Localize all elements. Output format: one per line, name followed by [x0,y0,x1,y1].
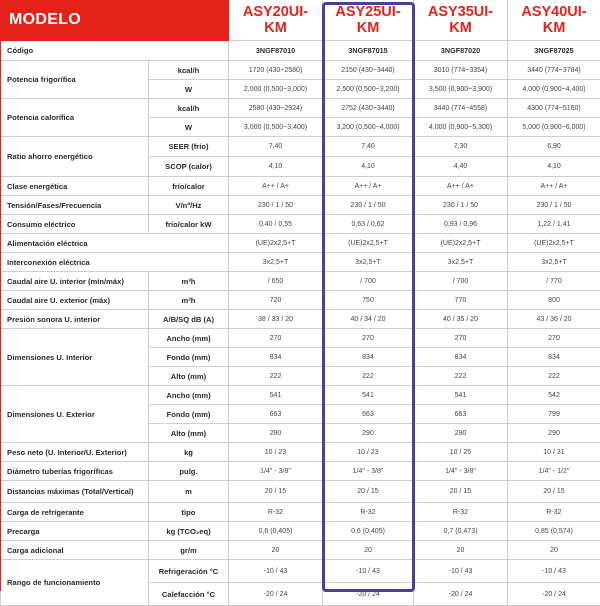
row-label: Distancias máximas (Total/Vertical) [1,481,149,503]
value-cell: 3NGF87010 [229,41,323,61]
value-cell: 222 [414,367,508,386]
value-cell: R-32 [229,503,323,522]
value-cell: 4,40 [414,157,508,177]
row-unit: kcal/h [149,61,229,80]
row-label: Presión sonora U. interior [1,310,149,329]
value-cell: 20 [508,541,600,560]
table-row [1,443,600,462]
value-cell: 0,7 (0,473) [414,522,508,541]
value-cell: 4,10 [323,157,414,177]
value-cell: 663 [414,405,508,424]
value-cell: 2,500 (0,500~3,200) [323,80,414,99]
value-cell: 3010 (774~3354) [414,61,508,80]
value-cell: 3440 (774~3784) [508,61,600,80]
table-row [1,310,600,329]
value-cell: 1,22 / 1,41 [508,215,600,234]
value-cell: 6,90 [508,137,600,157]
row-unit: gr/m [149,541,229,560]
table-row [1,522,600,541]
value-cell: R-32 [414,503,508,522]
table-row [1,329,600,348]
value-cell: / 650 [229,272,323,291]
value-cell: 1/4" - 3/8" [323,462,414,481]
table-header [1,0,600,41]
value-cell: 222 [323,367,414,386]
table-row [1,234,600,253]
model-name-header: ASY20UI- KM [229,0,323,41]
row-label: Interconexión eléctrica [1,253,229,272]
value-cell: 3x2,5+T [229,253,323,272]
row-label: Clase energética [1,177,149,196]
table-row [1,41,600,61]
value-cell: 541 [323,386,414,405]
row-label: Alimentación eléctrica [1,234,229,253]
table-row [1,99,600,118]
value-cell: 3NGF87020 [414,41,508,61]
value-cell: / 770 [508,272,600,291]
value-cell: 1/4" - 3/8" [229,462,323,481]
value-cell: 290 [229,424,323,443]
value-cell: 4,10 [508,157,600,177]
table-row [1,462,600,481]
value-cell: 1/4" - 3/8" [414,462,508,481]
value-cell: 542 [508,386,600,405]
row-label: Caudal aire U. interior (mín/máx) [1,272,149,291]
value-cell: 290 [414,424,508,443]
table-body [1,41,600,606]
value-cell: 38 / 33 / 20 [229,310,323,329]
value-cell: 3NGF87015 [323,41,414,61]
row-unit: tipo [149,503,229,522]
row-label: Peso neto (U. Interior/U. Exterior) [1,443,149,462]
value-cell: 750 [323,291,414,310]
row-label: Potencia frigorífica [1,61,149,99]
value-cell: / 700 [323,272,414,291]
value-cell: 0,63 / 0,62 [323,215,414,234]
row-unit: Ancho (mm) [149,329,229,348]
value-cell: 834 [414,348,508,367]
value-cell: 40 / 35 / 20 [414,310,508,329]
row-label: Dimensiones U. Interior [1,329,149,386]
value-cell: 222 [508,367,600,386]
value-cell: 4,000 (0,900~4,400) [508,80,600,99]
value-cell: 0,85 (0,574) [508,522,600,541]
value-cell: 3NGF87025 [508,41,600,61]
value-cell: 230 / 1 / 50 [414,196,508,215]
value-cell: 4,10 [229,157,323,177]
value-cell: 5,000 (0,900~6,000) [508,118,600,137]
value-cell: 834 [229,348,323,367]
model-name-header: ASY25UI- KM [323,0,414,41]
table-row [1,253,600,272]
value-cell: A++ / A+ [414,177,508,196]
row-label: Código [1,41,229,61]
row-unit: W [149,80,229,99]
value-cell: (UE)2x2,5+T [229,234,323,253]
value-cell: 720 [229,291,323,310]
row-unit: Alto (mm) [149,367,229,386]
value-cell: A++ / A+ [229,177,323,196]
row-label: Diámetro tuberías frigoríficas [1,462,149,481]
value-cell: -20 / 24 [323,583,414,606]
row-unit: pulg. [149,462,229,481]
value-cell: 230 / 1 / 50 [229,196,323,215]
value-cell: 43 / 36 / 20 [508,310,600,329]
row-label: Potencia calorífica [1,99,149,137]
table-row [1,196,600,215]
value-cell: 0,6 (0,405) [323,522,414,541]
value-cell: 2752 (430~3440) [323,99,414,118]
value-cell: 3,000 (0,500~3,400) [229,118,323,137]
row-label: Caudal aire U. exterior (máx) [1,291,149,310]
value-cell: 20 / 15 [229,481,323,503]
value-cell: 3440 (774~4558) [414,99,508,118]
row-label: Carga adicional [1,541,149,560]
value-cell: 7,40 [229,137,323,157]
value-cell: 10 / 23 [323,443,414,462]
value-cell: (UE)2x2,5+T [323,234,414,253]
row-unit: A/B/SQ dB (A) [149,310,229,329]
row-unit: m³h [149,291,229,310]
value-cell: 4300 (774~5160) [508,99,600,118]
value-cell: 230 / 1 / 50 [323,196,414,215]
value-cell: 20 / 15 [323,481,414,503]
row-label: Dimensiones U. Exterior [1,386,149,443]
row-unit: SCOP (calor) [149,157,229,177]
value-cell: 541 [229,386,323,405]
value-cell: A++ / A+ [323,177,414,196]
value-cell: -10 / 43 [229,560,323,583]
value-cell: 834 [508,348,600,367]
value-cell: 0,93 / 0,96 [414,215,508,234]
row-unit: m [149,481,229,503]
value-cell: 663 [229,405,323,424]
value-cell: 3,200 (0,500~4,000) [323,118,414,137]
value-cell: 1720 (430~2580) [229,61,323,80]
model-header-label: MODELO [1,0,229,41]
value-cell: -20 / 24 [414,583,508,606]
row-unit: kg (TCO₂eq) [149,522,229,541]
value-cell: 1/4" - 1/2" [508,462,600,481]
row-label: Rango de funcionamiento [1,560,149,606]
value-cell: 3,500 (0,900~3,900) [414,80,508,99]
table-row [1,541,600,560]
value-cell: / 700 [414,272,508,291]
row-label: Precarga [1,522,149,541]
table-row [1,560,600,583]
row-label: Ratio ahorro energético [1,137,149,177]
row-unit: SEER (frío) [149,137,229,157]
value-cell: 2580 (430~2924) [229,99,323,118]
value-cell: 10 / 25 [414,443,508,462]
value-cell: 4,000 (0,900~5,300) [414,118,508,137]
row-unit: kg [149,443,229,462]
value-cell: 270 [229,329,323,348]
value-cell: 10 / 23 [229,443,323,462]
table-row [1,177,600,196]
value-cell: 7,30 [414,137,508,157]
value-cell: 290 [323,424,414,443]
row-label: Carga de refrigerante [1,503,149,522]
value-cell: 541 [414,386,508,405]
value-cell: 663 [323,405,414,424]
table-row [1,481,600,503]
value-cell: 20 / 15 [508,481,600,503]
value-cell: 0,6 (0,405) [229,522,323,541]
value-cell: 270 [323,329,414,348]
row-unit: Ancho (mm) [149,386,229,405]
value-cell: 7,40 [323,137,414,157]
value-cell: 799 [508,405,600,424]
value-cell: 3x2,5+T [414,253,508,272]
value-cell: 230 / 1 / 50 [508,196,600,215]
row-unit: frío/calor [149,177,229,196]
row-label: Consumo eléctrico [1,215,149,234]
value-cell: 0,40 / 0,55 [229,215,323,234]
row-unit: m³h [149,272,229,291]
row-unit: Fondo (mm) [149,348,229,367]
value-cell: 20 / 15 [414,481,508,503]
value-cell: 40 / 34 / 20 [323,310,414,329]
value-cell: -20 / 24 [229,583,323,606]
model-name-header: ASY40UI- KM [508,0,600,41]
row-unit: V/nº/Hz [149,196,229,215]
row-unit: Refrigeración °C [149,560,229,583]
value-cell: -10 / 43 [323,560,414,583]
value-cell: 2150 (430~3440) [323,61,414,80]
value-cell: 770 [414,291,508,310]
row-unit: W [149,118,229,137]
value-cell: 834 [323,348,414,367]
value-cell: R-32 [508,503,600,522]
table-row [1,215,600,234]
table-row [1,386,600,405]
value-cell: -20 / 24 [508,583,600,606]
table-row [1,137,600,157]
value-cell: 20 [229,541,323,560]
row-unit: frío/calor kW [149,215,229,234]
value-cell: R-32 [323,503,414,522]
table-row [1,61,600,80]
value-cell: (UE)2x2,5+T [508,234,600,253]
value-cell: 3x2,5+T [508,253,600,272]
value-cell: A++ / A+ [508,177,600,196]
table-row [1,503,600,522]
value-cell: -10 / 43 [414,560,508,583]
row-unit: Fondo (mm) [149,405,229,424]
value-cell: 2,000 (0,500~3,000) [229,80,323,99]
value-cell: 270 [508,329,600,348]
row-unit: Alto (mm) [149,424,229,443]
value-cell: 222 [229,367,323,386]
model-name-header: ASY35UI- KM [414,0,508,41]
value-cell: 20 [414,541,508,560]
table-row [1,291,600,310]
row-unit: Calefacción °C [149,583,229,606]
value-cell: 10 / 31 [508,443,600,462]
value-cell: (UE)2x2,5+T [414,234,508,253]
table-row [1,272,600,291]
row-label: Tensión/Fases/Frecuencia [1,196,149,215]
value-cell: 3x2,5+T [323,253,414,272]
value-cell: -10 / 43 [508,560,600,583]
value-cell: 290 [508,424,600,443]
value-cell: 800 [508,291,600,310]
row-unit: kcal/h [149,99,229,118]
value-cell: 20 [323,541,414,560]
value-cell: 270 [414,329,508,348]
